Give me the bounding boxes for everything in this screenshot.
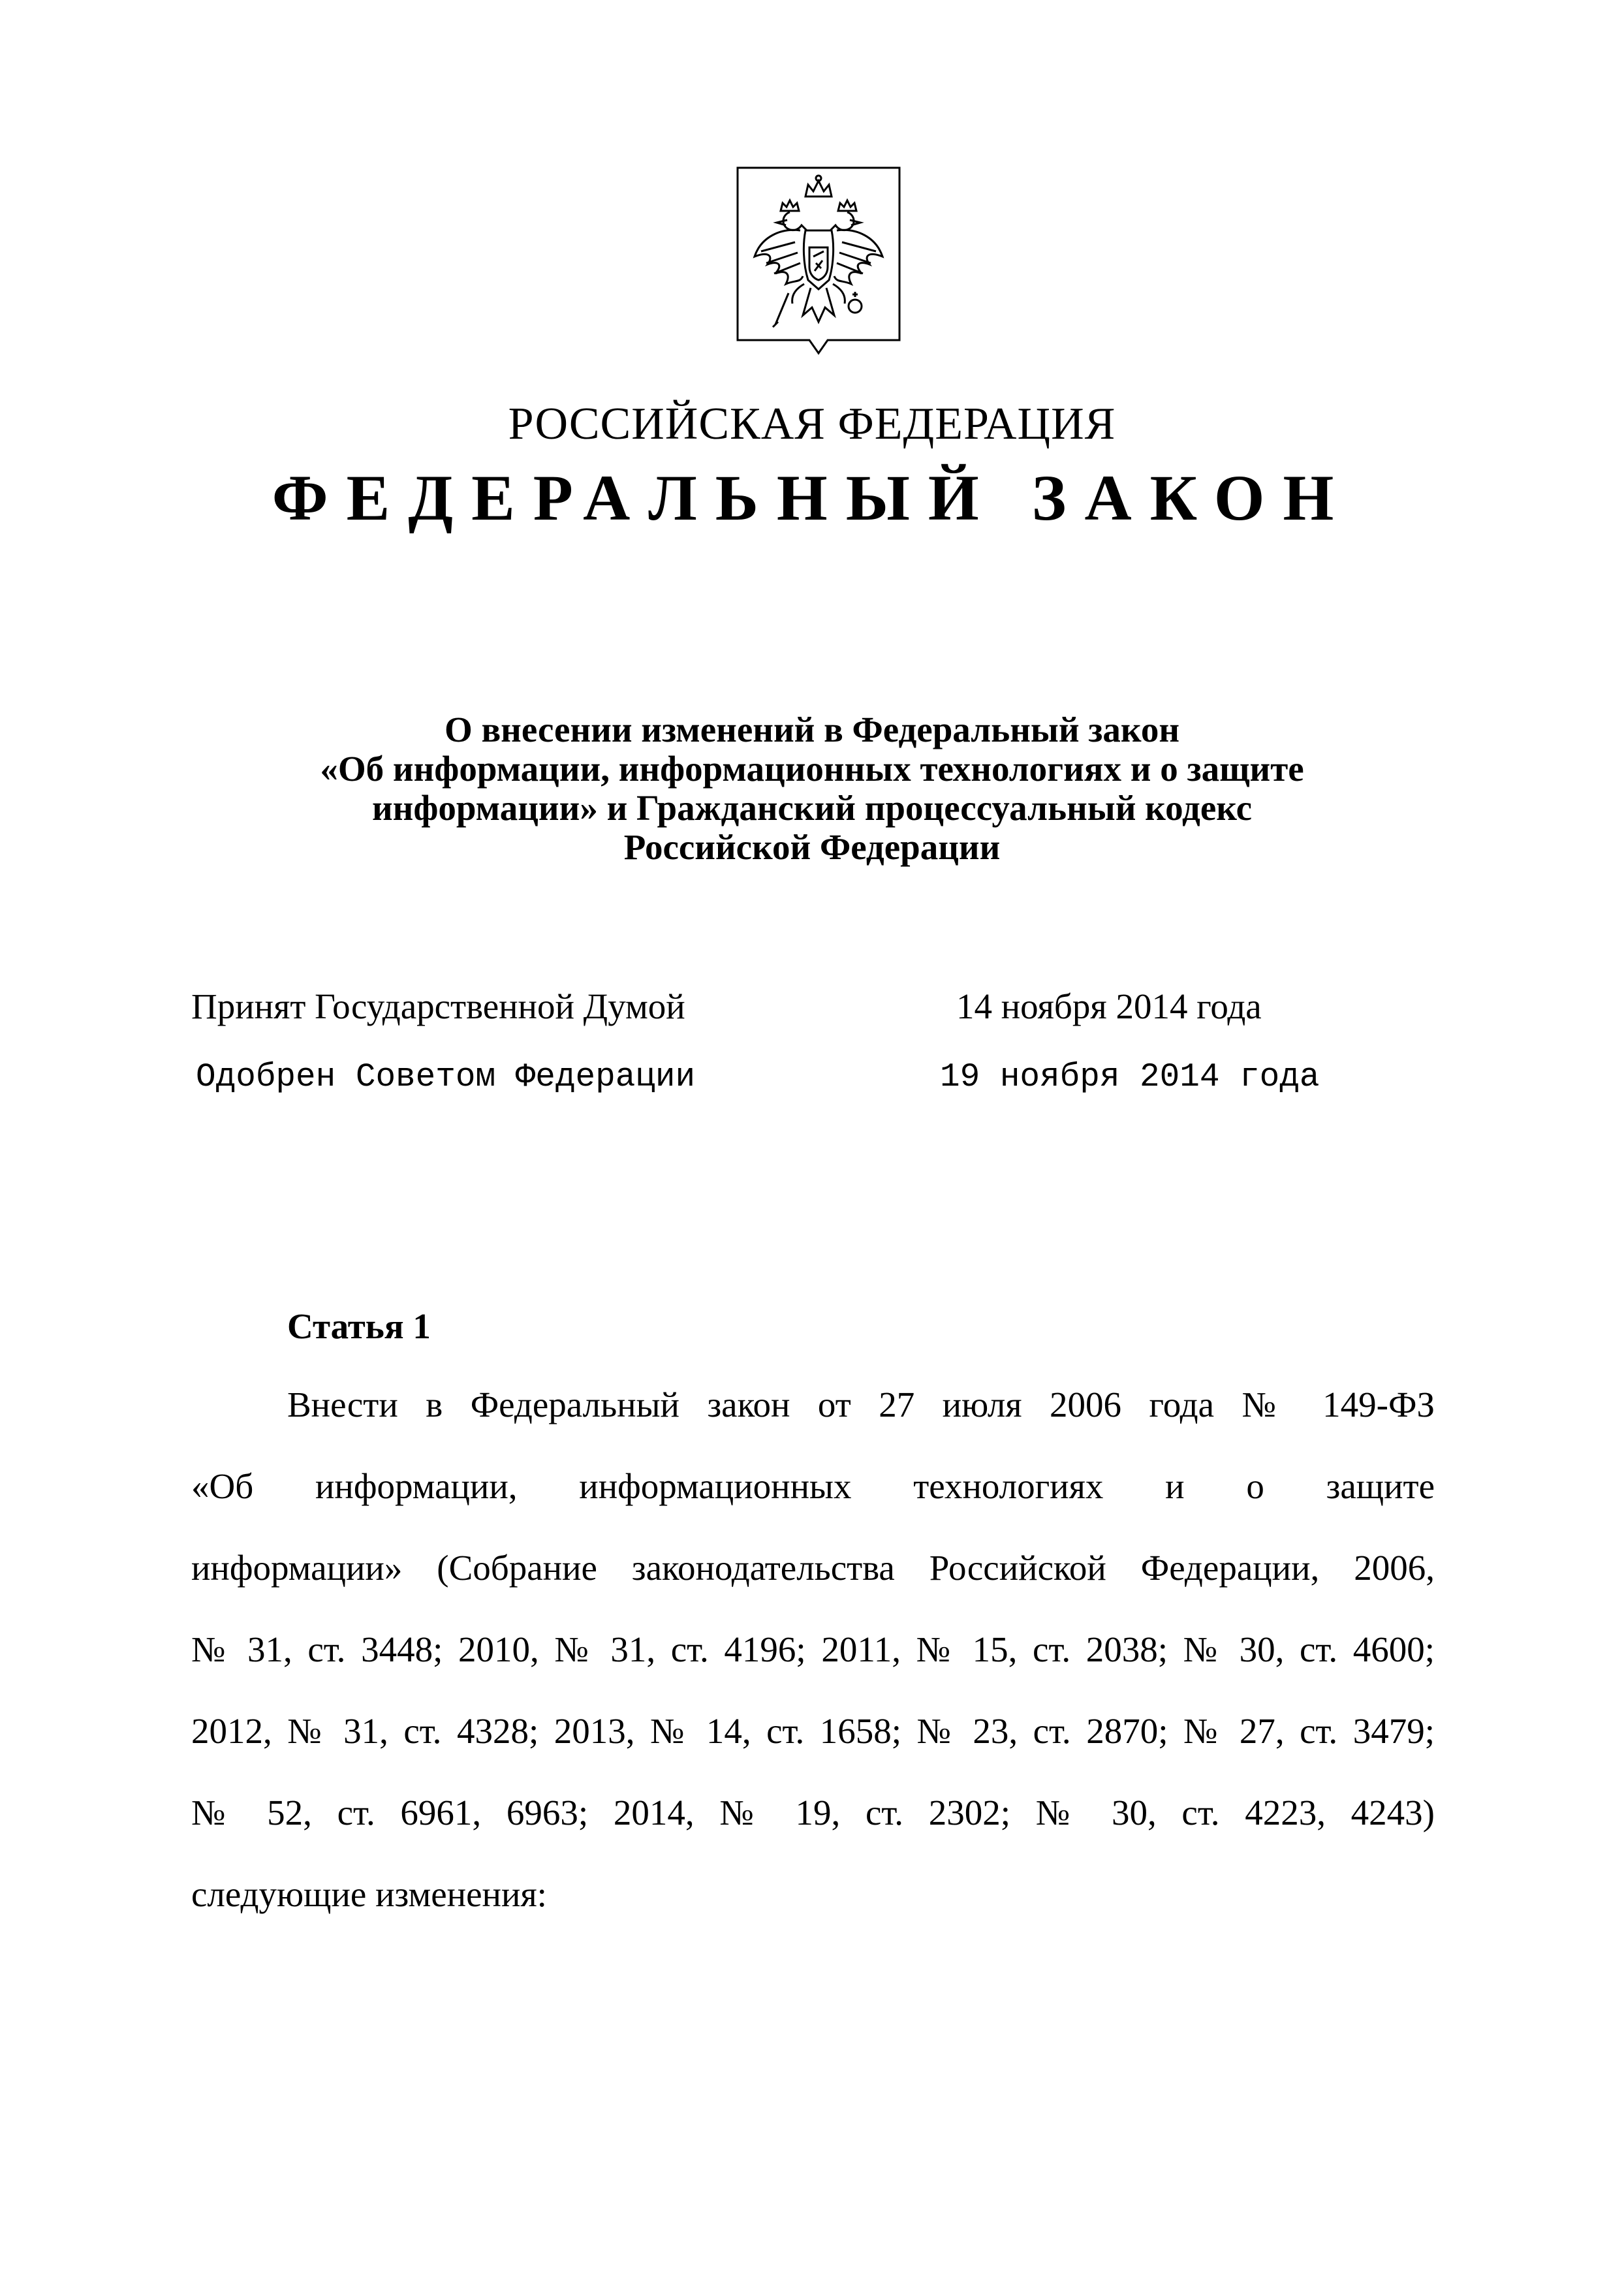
article-text-line: № 52, ст. 6961, 6963; 2014, № 19, ст. 2302; № 30, ст. 4223, 4243) [191, 1793, 1435, 1832]
approved-council-label: Одобрен Советом Федерации [196, 1059, 696, 1096]
law-title-line: «Об информации, информационных технологиях и о защите [320, 749, 1304, 789]
article-text-line: 2012, № 31, ст. 4328; 2013, № 14, ст. 1658; № 23, ст. 2870; № 27, ст. 3479; [191, 1711, 1435, 1751]
article-text-line: № 31, ст. 3448; 2010, № 31, ст. 4196; 2011, № 15, ст. 2038; № 30, ст. 4600; [191, 1629, 1435, 1669]
article-text-line: информации» (Собрание законодательства Российской Федерации, 2006, [191, 1548, 1435, 1588]
adopted-duma-label: Принят Государственной Думой [191, 986, 685, 1026]
article-text-line: следующие изменения: [191, 1874, 547, 1914]
country-name: РОССИЙСКАЯ ФЕДЕРАЦИЯ [508, 399, 1116, 449]
adopted-duma-date: 14 ноября 2014 года [956, 986, 1262, 1026]
law-title-line: Российской Федерации [623, 827, 1001, 867]
law-title [0, 710, 1624, 867]
article-text-line: Внести в Федеральный закон от 27 июля 2006 года № 149-ФЗ [287, 1385, 1435, 1424]
article-text-line: «Об информации, информационных технологиях и о защите [191, 1466, 1435, 1506]
law-title-line: информации» и Гражданский процессуальный кодекс [371, 788, 1253, 828]
document-type: ФЕДЕРАЛЬНЫЙ ЗАКОН [272, 462, 1352, 534]
approved-council-date: 19 ноября 2014 года [940, 1059, 1320, 1096]
law-title-line: О внесении изменений в Федеральный закон [444, 710, 1180, 749]
coat-of-arms-emblem [735, 165, 902, 357]
article-heading: Статья 1 [287, 1306, 431, 1346]
